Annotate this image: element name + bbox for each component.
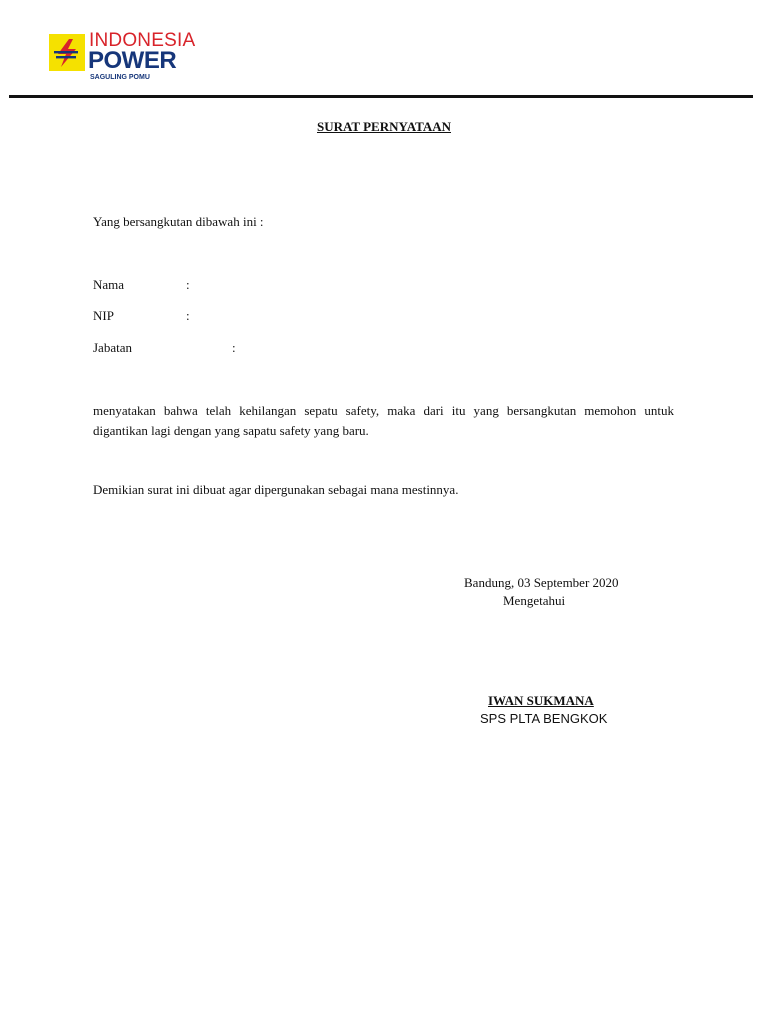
company-logo [49,32,219,86]
lightning-bolt-icon [49,34,85,71]
field-label-nama: Nama [93,277,125,292]
field-label-jabatan: Jabatan [93,340,132,355]
statement-paragraph: menyatakan bahwa telah kehilangan sepatu safety, maka dari itu yang bersangkutan memohon untuk digantikan lagi dengan yang sapatu safety yang baru. [93,403,674,438]
logo-brand-main: POWER [88,47,177,74]
signer-name: IWAN SUKMANA [488,693,594,708]
place-date: Bandung, 03 September 2020 [464,575,619,590]
logo-brand-sub: SAGULING POMU [90,74,150,81]
field-colon-jabatan: : [232,340,236,355]
header-divider [9,95,753,98]
acknowledged-label: Mengetahui [503,593,566,608]
closing-paragraph: Demikian surat ini dibuat agar dipergunakan sebagai mana mestinnya. [93,482,459,497]
document-title: SURAT PERNYATAAN [317,119,451,134]
logo-brand-top: INDONESIA [89,30,196,51]
field-colon-nama: : [186,277,190,292]
intro-line: Yang bersangkutan dibawah ini : [93,214,264,229]
field-label-nip: NIP [93,308,114,323]
field-colon-nip: : [186,308,190,323]
signer-title: SPS PLTA BENGKOK [480,711,608,726]
